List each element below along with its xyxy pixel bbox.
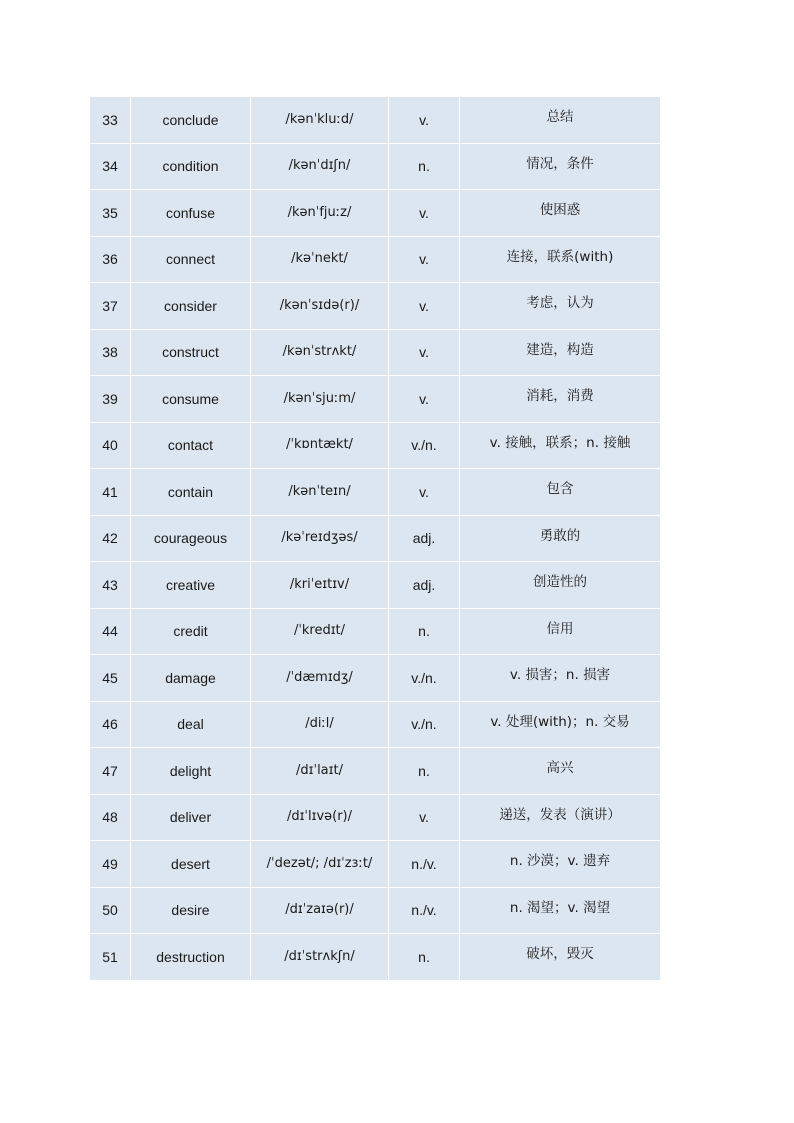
part-of-speech-cell: v.	[389, 376, 460, 423]
part-of-speech-cell: v./n.	[389, 701, 460, 748]
row-number: 37	[90, 283, 131, 330]
meaning-cell: 包含	[460, 469, 661, 516]
row-number: 35	[90, 190, 131, 237]
word-cell: desire	[131, 887, 251, 934]
meaning-cell: 使困惑	[460, 190, 661, 237]
table-row	[90, 562, 661, 609]
part-of-speech-cell: v.	[389, 329, 460, 376]
word-cell: consume	[131, 376, 251, 423]
phonetic-cell: /ˈkredɪt/	[251, 608, 389, 655]
row-number: 33	[90, 97, 131, 144]
table-row	[90, 236, 661, 283]
row-number: 39	[90, 376, 131, 423]
table-row	[90, 376, 661, 423]
part-of-speech-cell: n.	[389, 748, 460, 795]
meaning-cell: 连接，联系(with)	[460, 236, 661, 283]
part-of-speech-cell: v.	[389, 190, 460, 237]
phonetic-cell: /kəˈnekt/	[251, 236, 389, 283]
part-of-speech-cell: v./n.	[389, 655, 460, 702]
word-cell: conclude	[131, 97, 251, 144]
phonetic-cell: /ˈdæmɪdʒ/	[251, 655, 389, 702]
phonetic-cell: /kənˈdɪʃn/	[251, 143, 389, 190]
word-cell: credit	[131, 608, 251, 655]
part-of-speech-cell: n.	[389, 608, 460, 655]
meaning-cell: 情况，条件	[460, 143, 661, 190]
table-row	[90, 655, 661, 702]
meaning-cell: 勇敢的	[460, 515, 661, 562]
part-of-speech-cell: n.	[389, 934, 460, 981]
vocabulary-table-body	[90, 97, 661, 981]
meaning-cell: 递送，发表（演讲）	[460, 794, 661, 841]
table-row	[90, 422, 661, 469]
table-row	[90, 143, 661, 190]
word-cell: destruction	[131, 934, 251, 981]
row-number: 36	[90, 236, 131, 283]
word-cell: delight	[131, 748, 251, 795]
table-row	[90, 748, 661, 795]
meaning-cell: 创造性的	[460, 562, 661, 609]
part-of-speech-cell: v./n.	[389, 422, 460, 469]
row-number: 49	[90, 841, 131, 888]
meaning-cell: 高兴	[460, 748, 661, 795]
part-of-speech-cell: adj.	[389, 562, 460, 609]
word-cell: construct	[131, 329, 251, 376]
word-cell: desert	[131, 841, 251, 888]
vocabulary-table	[89, 96, 661, 981]
phonetic-cell: /kriˈeɪtɪv/	[251, 562, 389, 609]
phonetic-cell: /kənˈfjuːz/	[251, 190, 389, 237]
row-number: 38	[90, 329, 131, 376]
word-cell: consider	[131, 283, 251, 330]
row-number: 41	[90, 469, 131, 516]
word-cell: damage	[131, 655, 251, 702]
table-row	[90, 97, 661, 144]
word-cell: deliver	[131, 794, 251, 841]
meaning-cell: 消耗，消费	[460, 376, 661, 423]
word-cell: confuse	[131, 190, 251, 237]
table-row	[90, 329, 661, 376]
row-number: 46	[90, 701, 131, 748]
table-row	[90, 841, 661, 888]
phonetic-cell: /kənˈkluːd/	[251, 97, 389, 144]
row-number: 51	[90, 934, 131, 981]
meaning-cell: 考虑，认为	[460, 283, 661, 330]
meaning-cell: n. 沙漠；v. 遗弃	[460, 841, 661, 888]
row-number: 40	[90, 422, 131, 469]
row-number: 42	[90, 515, 131, 562]
meaning-cell: 总结	[460, 97, 661, 144]
phonetic-cell: /kənˈteɪn/	[251, 469, 389, 516]
table-row	[90, 190, 661, 237]
table-row	[90, 283, 661, 330]
phonetic-cell: /dɪˈlɪvə(r)/	[251, 794, 389, 841]
part-of-speech-cell: adj.	[389, 515, 460, 562]
part-of-speech-cell: n./v.	[389, 887, 460, 934]
part-of-speech-cell: v.	[389, 469, 460, 516]
row-number: 34	[90, 143, 131, 190]
table-row	[90, 934, 661, 981]
table-row	[90, 515, 661, 562]
phonetic-cell: /kənˈsjuːm/	[251, 376, 389, 423]
part-of-speech-cell: n./v.	[389, 841, 460, 888]
row-number: 50	[90, 887, 131, 934]
table-row	[90, 701, 661, 748]
meaning-cell: v. 损害；n. 损害	[460, 655, 661, 702]
row-number: 45	[90, 655, 131, 702]
word-cell: condition	[131, 143, 251, 190]
meaning-cell: n. 渴望；v. 渴望	[460, 887, 661, 934]
meaning-cell: 信用	[460, 608, 661, 655]
phonetic-cell: /ˈkɒntækt/	[251, 422, 389, 469]
word-cell: deal	[131, 701, 251, 748]
phonetic-cell: /kəˈreɪdʒəs/	[251, 515, 389, 562]
table-row	[90, 887, 661, 934]
word-cell: courageous	[131, 515, 251, 562]
row-number: 43	[90, 562, 131, 609]
table-row	[90, 608, 661, 655]
phonetic-cell: /kənˈstrʌkt/	[251, 329, 389, 376]
word-cell: creative	[131, 562, 251, 609]
meaning-cell: 建造，构造	[460, 329, 661, 376]
table-row	[90, 794, 661, 841]
meaning-cell: v. 接触，联系；n. 接触	[460, 422, 661, 469]
meaning-cell: v. 处理(with)；n. 交易	[460, 701, 661, 748]
table-row	[90, 469, 661, 516]
phonetic-cell: /kənˈsɪdə(r)/	[251, 283, 389, 330]
row-number: 47	[90, 748, 131, 795]
part-of-speech-cell: v.	[389, 794, 460, 841]
phonetic-cell: /diːl/	[251, 701, 389, 748]
row-number: 48	[90, 794, 131, 841]
word-cell: connect	[131, 236, 251, 283]
phonetic-cell: /ˈdezət/; /dɪˈzɜːt/	[251, 841, 389, 888]
part-of-speech-cell: v.	[389, 97, 460, 144]
word-cell: contain	[131, 469, 251, 516]
part-of-speech-cell: v.	[389, 283, 460, 330]
part-of-speech-cell: n.	[389, 143, 460, 190]
row-number: 44	[90, 608, 131, 655]
phonetic-cell: /dɪˈlaɪt/	[251, 748, 389, 795]
phonetic-cell: /dɪˈstrʌkʃn/	[251, 934, 389, 981]
meaning-cell: 破坏，毁灭	[460, 934, 661, 981]
phonetic-cell: /dɪˈzaɪə(r)/	[251, 887, 389, 934]
part-of-speech-cell: v.	[389, 236, 460, 283]
word-cell: contact	[131, 422, 251, 469]
